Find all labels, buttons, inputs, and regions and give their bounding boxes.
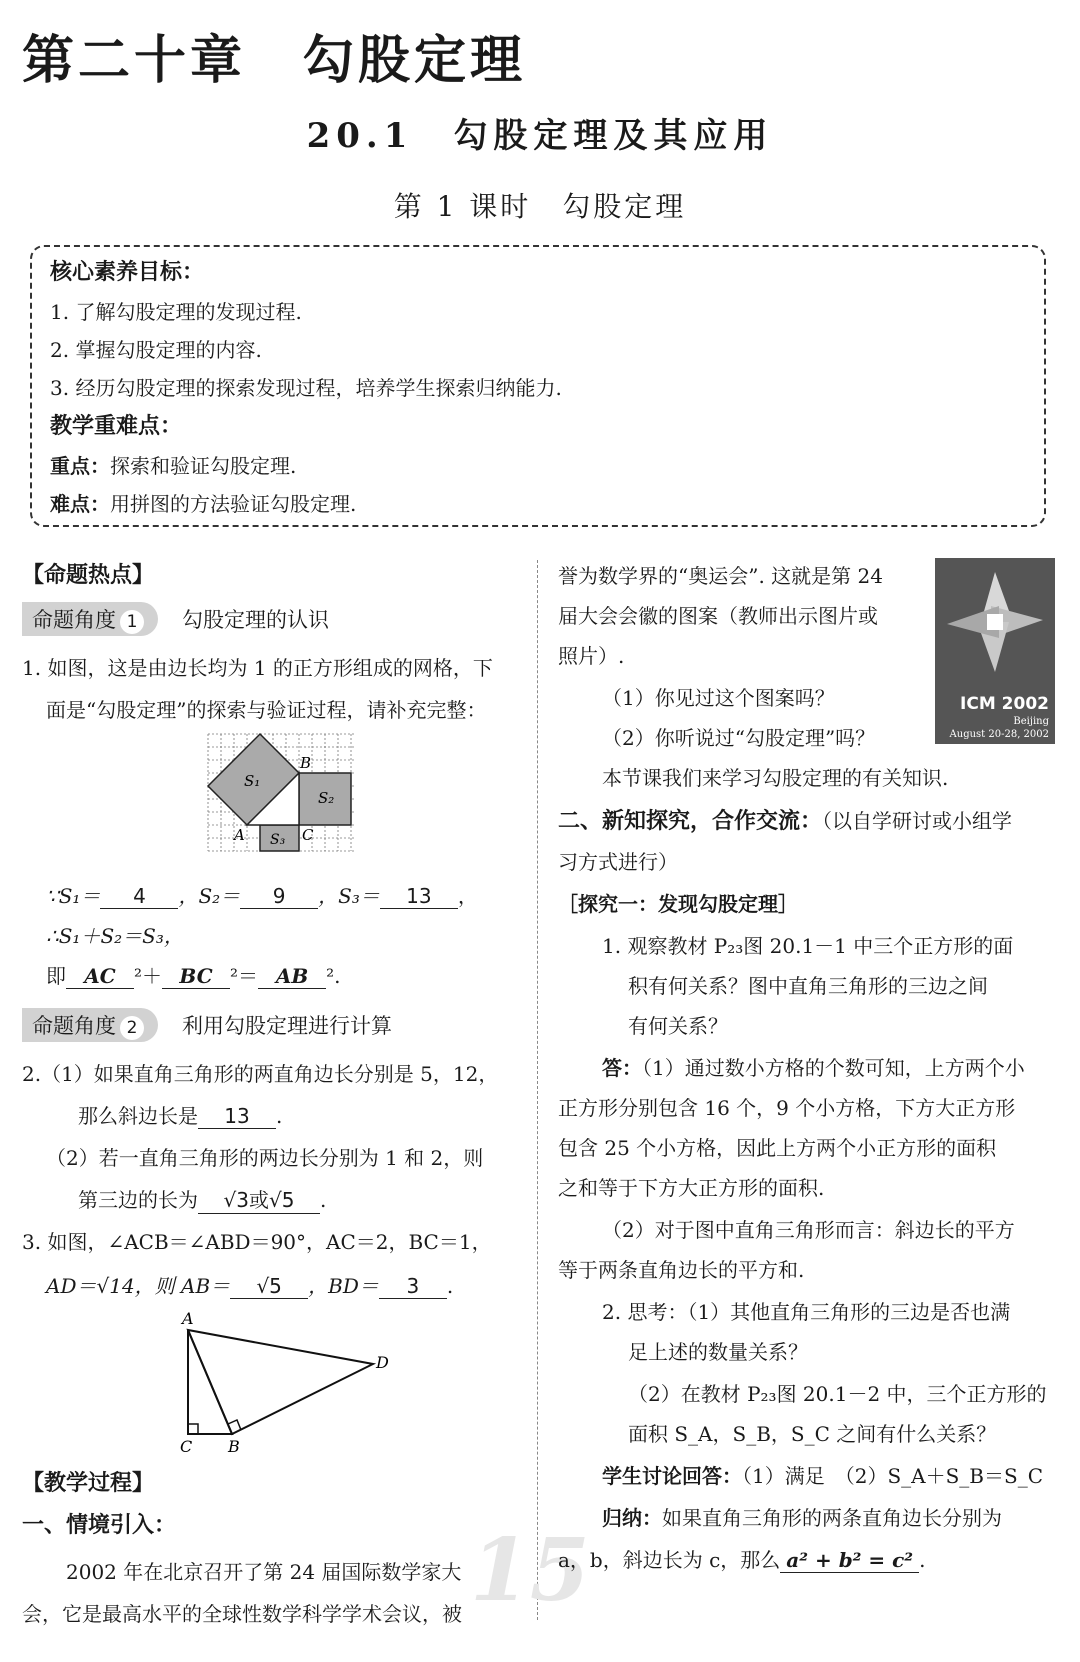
areas-end: ，	[457, 884, 478, 908]
q3-mid: ，BD＝	[308, 1274, 379, 1298]
explore-one-heading: ［探究一：发现勾股定理］	[558, 892, 798, 916]
key-text: 探索和验证勾股定理.	[110, 454, 297, 478]
think-line1: 2. 思考：（1）其他直角三角形的三边是否也满	[602, 1300, 1011, 1324]
s1-label: ∵S₁＝	[46, 884, 101, 908]
e1-line3: 有何关系？	[628, 1014, 728, 1038]
r-p6: 本节课我们来学习勾股定理的有关知识.	[602, 766, 949, 790]
q1-line1: 1. 如图，这是由边长均为 1 的正方形组成的网格，下	[22, 656, 493, 680]
bc-answer: BC	[162, 964, 230, 989]
think-line3: （2）在教材 P₂₃图 20.1－2 中，三个正方形的	[628, 1382, 1047, 1406]
intro-line1: 2002 年在北京召开了第 24 届国际数学家大	[66, 1560, 462, 1584]
icm-2002-logo	[935, 558, 1055, 744]
column-divider	[537, 560, 538, 1620]
q2-line2-pre: 那么斜边长是	[78, 1104, 198, 1128]
r-p4: （1）你见过这个图案吗？	[602, 686, 835, 710]
answer-label: 答：	[602, 1056, 642, 1080]
icm-title: ICM 2002	[960, 694, 1049, 714]
page-number: 15	[470, 1520, 590, 1621]
angle-2-label: 命题角度	[32, 1014, 116, 1038]
s2-label: ，S₂＝	[178, 884, 241, 908]
r-p5: （2）你听说过“勾股定理”吗？	[602, 726, 876, 750]
fig-label-c: C	[302, 826, 314, 844]
triangle-abd-figure	[170, 1310, 400, 1460]
q2-line4	[78, 1184, 326, 1214]
angle-2-pill	[22, 1008, 158, 1042]
q2-line1: 2.（1）如果直角三角形的两直角边长分别是 5，12，	[22, 1062, 499, 1086]
angle-2-text: 利用勾股定理进行计算	[182, 1014, 392, 1038]
goal-item: 3. 经历勾股定理的探索发现过程，培养学生探索归纳能力.	[50, 376, 562, 400]
r-p2: 届大会会徽的图案（教师出示图片或	[558, 604, 878, 628]
new-note: （以自学研讨或小组学	[822, 809, 1013, 833]
q3-answer1: √5	[230, 1274, 308, 1299]
new-heading: 二、新知探究，合作交流：	[558, 809, 823, 834]
summary-pre: a，b，斜边长为 c，那么	[558, 1548, 781, 1572]
q2-line3: （2）若一直角三角形的两边长分别为 1 和 2，则	[46, 1146, 484, 1170]
q2-line4-post: .	[320, 1188, 327, 1212]
hard-label: 难点：	[50, 492, 110, 516]
new-note2: 习方式进行）	[558, 850, 678, 874]
tri-label-a: A	[182, 1310, 194, 1328]
answer-text1: （1）通过数小方格的个数可知，上方两个小	[642, 1056, 1025, 1080]
ac-answer: AC	[66, 964, 134, 989]
icm-date: August 20-28, 2002	[949, 729, 1049, 740]
tri-label-b: B	[228, 1437, 240, 1456]
answer-line3: 包含 25 个小方格，因此上方两个小正方形的面积	[558, 1136, 997, 1160]
lesson-title: 第 1 课时 勾股定理	[393, 190, 687, 223]
core-goals-heading: 核心素养目标：	[50, 260, 205, 285]
pythagoras-grid-figure	[200, 728, 365, 860]
q2-line4-pre: 第三边的长为	[78, 1188, 198, 1212]
fig-label-s3: S₃	[270, 832, 286, 848]
icm-city: Beijing	[1013, 716, 1049, 727]
summary-line2	[558, 1544, 925, 1573]
q2-answer2: √3或√5	[198, 1184, 320, 1214]
section-title: 20.1 勾股定理及其应用	[306, 116, 774, 156]
q2-line2	[78, 1100, 282, 1129]
sq2-text: ²＝	[230, 964, 259, 988]
discussion-text: （1）满足 （2）S_A＋S_B＝S_C	[742, 1464, 1043, 1488]
process-heading: 【教学过程】	[22, 1471, 155, 1496]
q3-line2-pre: AD＝√14，则 AB＝	[46, 1274, 231, 1298]
think-line4: 面积 S_A，S_B，S_C 之间有什么关系？	[628, 1422, 997, 1446]
angle-1-label: 命题角度	[32, 608, 116, 632]
answer-line5: （2）对于图中直角三角形而言：斜边长的平方	[602, 1218, 1015, 1242]
discussion-line	[602, 1460, 1043, 1489]
q3-end: .	[446, 1274, 454, 1298]
s1-answer: 4	[100, 884, 178, 909]
q2-answer1: 13	[198, 1104, 276, 1129]
sq3-text: ².	[326, 964, 341, 988]
angle-2-num: 2	[120, 1016, 144, 1040]
summary-text1: 如果直角三角形的两条直角边长分别为	[662, 1506, 1002, 1530]
angle-1-num: 1	[120, 610, 144, 634]
summary-label: 归纳：	[602, 1506, 662, 1530]
angle-1-text: 勾股定理的认识	[182, 608, 329, 632]
chapter-title: 第二十章 勾股定理	[22, 31, 527, 91]
q3-line2	[46, 1270, 453, 1299]
answer-line2: 正方形分别包含 16 个，9 个小方格，下方大正方形	[558, 1096, 1016, 1120]
goal-item: 2. 掌握勾股定理的内容.	[50, 338, 262, 362]
q3-answer2: 3	[379, 1274, 447, 1299]
q1-identity	[46, 960, 340, 989]
goals-box	[30, 245, 1046, 527]
e1-line2: 积有何关系？图中直角三角形的三边之间	[628, 974, 988, 998]
intro-line2: 会，它是最高水平的全球性数学科学学术会议，被	[22, 1602, 462, 1626]
q1-areas	[46, 880, 478, 909]
hard-text: 用拼图的方法验证勾股定理.	[110, 492, 357, 516]
s3-answer: 13	[380, 884, 458, 909]
hard-point	[50, 485, 1026, 523]
think-line2: 足上述的数量关系？	[628, 1340, 808, 1364]
fig-label-s1: S₁	[244, 772, 261, 790]
answer-line4: 之和等于下方大正方形的面积.	[558, 1176, 825, 1200]
answer-line6: 等于两条直角边长的平方和.	[558, 1258, 805, 1282]
q1-line2: 面是“勾股定理”的探索与验证过程，请补充完整：	[46, 698, 487, 722]
fig-label-b: B	[300, 754, 312, 772]
fig-label-a: A	[234, 826, 245, 844]
q1-sum: ∴S₁＋S₂＝S₃，	[46, 924, 184, 948]
tri-label-d: D	[376, 1353, 389, 1372]
new-section-heading	[558, 804, 1012, 835]
r-p3: 照片）.	[558, 644, 625, 668]
intro-heading: 一、情境引入：	[22, 1513, 177, 1538]
key-point	[50, 447, 1026, 485]
angle-2	[22, 1008, 392, 1042]
tri-label-c: C	[180, 1437, 193, 1456]
angle-1-pill	[22, 602, 158, 636]
summary-answer: a² + b² = c²	[780, 1548, 919, 1573]
hotspots-heading: 【命题热点】	[22, 563, 155, 588]
icm-pinwheel-icon	[935, 558, 1055, 688]
key-points-heading: 教学重难点：	[50, 414, 183, 439]
fig-label-s2: S₂	[318, 789, 335, 807]
discussion-label: 学生讨论回答：	[602, 1464, 742, 1488]
angle-1	[22, 602, 329, 636]
answer-line1	[602, 1052, 1025, 1081]
sq1-text: ²＋	[134, 964, 163, 988]
s2-answer: 9	[240, 884, 318, 909]
q2-line2-post: .	[276, 1104, 283, 1128]
ab-answer: AB	[258, 964, 326, 989]
summary-post: .	[919, 1548, 926, 1572]
s3-label: ，S₃＝	[318, 884, 380, 908]
r-p1: 誉为数学界的“奥运会”. 这就是第 24	[558, 564, 883, 588]
key-label: 重点：	[50, 454, 110, 478]
summary-line1	[602, 1502, 1002, 1531]
q3-line1: 3. 如图，∠ACB＝∠ABD＝90°，AC＝2，BC＝1，	[22, 1230, 492, 1254]
ji-text: 即	[46, 964, 66, 988]
goal-item: 1. 了解勾股定理的发现过程.	[50, 300, 302, 324]
e1-line1: 1. 观察教材 P₂₃图 20.1－1 中三个正方形的面	[602, 934, 1014, 958]
